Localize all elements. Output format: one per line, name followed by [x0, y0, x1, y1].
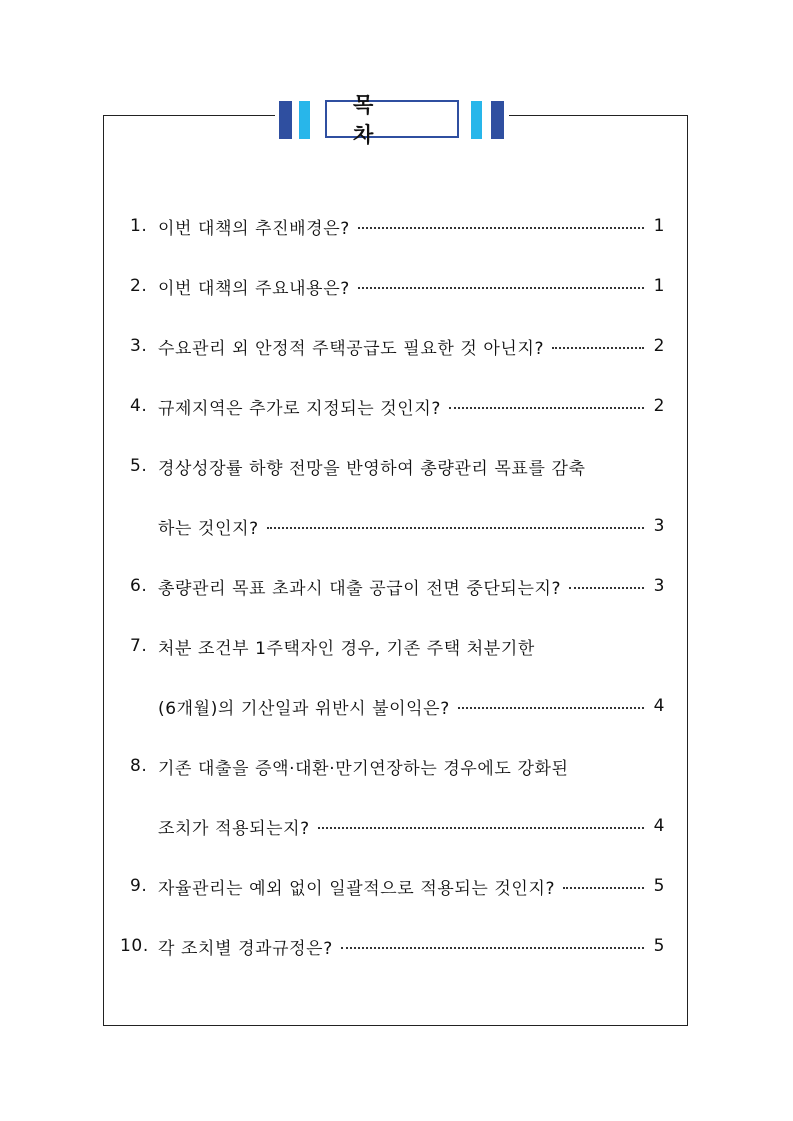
- toc-entry-7[interactable]: [130, 631, 665, 661]
- toc-text: 이번 대책의 주요내용은?: [158, 278, 350, 299]
- dot-leader: [449, 407, 644, 409]
- toc-page-number: 1: [653, 276, 665, 296]
- title-box: [325, 93, 459, 147]
- toc-entry-5[interactable]: [130, 451, 665, 481]
- toc-number: 10.: [120, 936, 149, 956]
- toc-entry-6[interactable]: [130, 571, 665, 601]
- header-bar-right-outer: [491, 101, 504, 139]
- dot-leader: [341, 947, 644, 949]
- toc-entry-10[interactable]: [120, 931, 665, 961]
- toc-number: 2.: [130, 276, 148, 296]
- toc-entry-5-continuation[interactable]: [158, 511, 665, 541]
- toc-text-continuation: (6개월)의 기산일과 위반시 불이익은?: [158, 698, 450, 719]
- toc-text: 처분 조건부 1주택자인 경우, 기존 주택 처분기한: [158, 638, 535, 659]
- toc-page-number: 1: [653, 216, 665, 236]
- toc-entry-8[interactable]: [130, 751, 665, 781]
- toc-page-number: 2: [653, 336, 665, 356]
- toc-number: 4.: [130, 396, 148, 416]
- toc-text: 이번 대책의 추진배경은?: [158, 218, 350, 239]
- toc-number: 9.: [130, 876, 148, 896]
- toc-page-number: 2: [653, 396, 665, 416]
- toc-text: 수요관리 외 안정적 주택공급도 필요한 것 아닌지?: [158, 338, 545, 359]
- dot-leader: [267, 527, 644, 529]
- toc-text: 자율관리는 예외 없이 일괄적으로 적용되는 것인지?: [158, 878, 556, 899]
- toc-page-number: 3: [653, 576, 665, 596]
- toc-number: 6.: [130, 576, 148, 596]
- toc-entry-1[interactable]: [130, 211, 665, 241]
- header-bar-right-inner: [471, 101, 482, 139]
- dot-leader: [358, 227, 644, 229]
- toc-entry-2[interactable]: [130, 271, 665, 301]
- toc-text: 경상성장률 하향 전망을 반영하여 총량관리 목표를 감축: [158, 458, 586, 479]
- toc-text: 각 조치별 경과규정은?: [158, 938, 333, 959]
- toc-entry-8-continuation[interactable]: [158, 811, 665, 841]
- toc-header: [275, 93, 509, 147]
- dot-leader: [552, 347, 643, 349]
- toc-text: 규제지역은 추가로 지정되는 것인지?: [158, 398, 441, 419]
- toc-entry-4[interactable]: [130, 391, 665, 421]
- toc-text-continuation: 하는 것인지?: [158, 518, 259, 539]
- toc-number: 1.: [130, 216, 148, 236]
- toc-page-number: 4: [653, 816, 665, 836]
- dot-leader: [569, 587, 643, 589]
- toc-text: 기존 대출을 증액·대환·만기연장하는 경우에도 강화된: [158, 758, 569, 779]
- dot-leader: [318, 827, 644, 829]
- toc-text: 총량관리 목표 초과시 대출 공급이 전면 중단되는지?: [158, 578, 562, 599]
- toc-entry-9[interactable]: [130, 871, 665, 901]
- toc-number: 5.: [130, 456, 148, 476]
- header-bar-left-inner: [299, 101, 310, 139]
- header-bar-left-outer: [279, 101, 292, 139]
- toc-page-number: 3: [653, 516, 665, 536]
- toc-number: 3.: [130, 336, 148, 356]
- page-title: 목 차: [353, 93, 400, 147]
- dot-leader: [563, 887, 643, 889]
- toc-number: 7.: [130, 636, 148, 656]
- dot-leader: [458, 707, 644, 709]
- toc-number: 8.: [130, 756, 148, 776]
- toc-entry-3[interactable]: [130, 331, 665, 361]
- toc-page-number: 5: [653, 936, 665, 956]
- toc-page-number: 5: [653, 876, 665, 896]
- toc-page-number: 4: [653, 696, 665, 716]
- toc-text-continuation: 조치가 적용되는지?: [158, 818, 310, 839]
- toc-entry-7-continuation[interactable]: [158, 691, 665, 721]
- dot-leader: [358, 287, 644, 289]
